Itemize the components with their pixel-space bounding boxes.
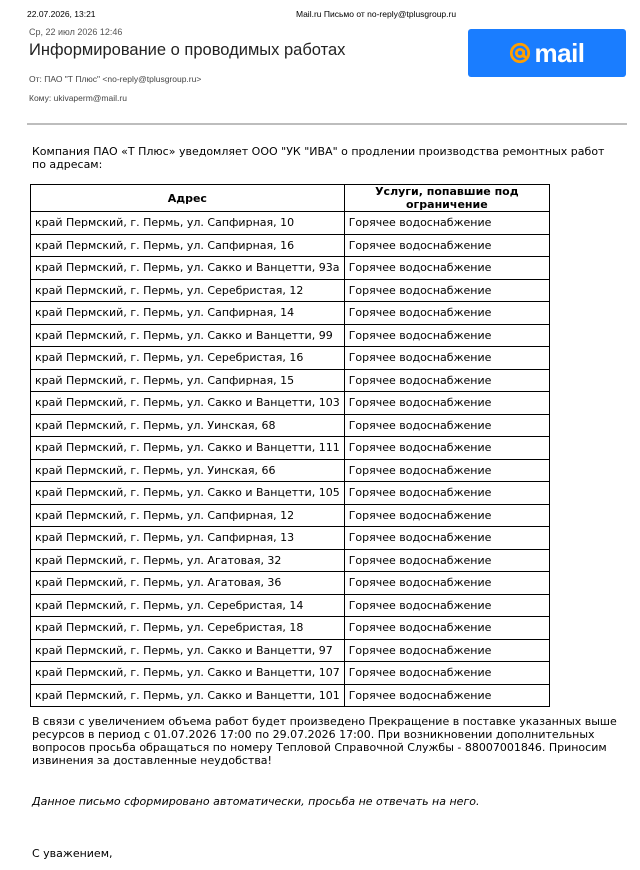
service-cell: Горячее водоснабжение (344, 279, 549, 302)
column-header-address: Адрес (31, 185, 345, 212)
address-cell: край Пермский, г. Пермь, ул. Сапфирная, 13 (31, 527, 345, 550)
regards-line: С уважением, (32, 847, 113, 860)
service-cell: Горячее водоснабжение (344, 549, 549, 572)
address-cell: край Пермский, г. Пермь, ул. Сакко и Ванцетти, 97 (31, 639, 345, 662)
print-title: Mail.ru Письмо от no-reply@tplusgroup.ru (296, 9, 457, 19)
email-from: От: ПАО "Т Плюс" <no-reply@tplusgroup.ru> (29, 74, 202, 84)
service-cell: Горячее водоснабжение (344, 257, 549, 280)
notice-paragraph: В связи с увеличением объема работ будет произведено Прекращение в поставке указанных выше ресурсов в период с 01.07.2026 17:00 по 29.07.2026 17:00. При возникновении дополнительных вопросов просьба обращаться по номеру Тепловой Справочной Службы - 88007001846. Приносим извинения за доставленные неудобства! (32, 715, 617, 767)
service-cell: Горячее водоснабжение (344, 459, 549, 482)
service-cell: Горячее водоснабжение (344, 302, 549, 325)
service-cell: Горячее водоснабжение (344, 369, 549, 392)
table-row (31, 392, 550, 415)
service-cell: Горячее водоснабжение (344, 527, 549, 550)
service-cell: Горячее водоснабжение (344, 212, 549, 235)
table-row (31, 302, 550, 325)
logo-text: mail (534, 37, 585, 68)
table-row (31, 572, 550, 595)
table-row (31, 279, 550, 302)
table-row (31, 234, 550, 257)
service-cell: Горячее водоснабжение (344, 572, 549, 595)
service-cell: Горячее водоснабжение (344, 684, 549, 707)
table-row (31, 369, 550, 392)
service-cell: Горячее водоснабжение (344, 392, 549, 415)
address-cell: край Пермский, г. Пермь, ул. Сакко и Ванцетти, 99 (31, 324, 345, 347)
address-cell: край Пермский, г. Пермь, ул. Уинская, 68 (31, 414, 345, 437)
address-cell: край Пермский, г. Пермь, ул. Агатовая, 32 (31, 549, 345, 572)
table-row (31, 684, 550, 707)
table-row (31, 617, 550, 640)
service-cell: Горячее водоснабжение (344, 437, 549, 460)
address-cell: край Пермский, г. Пермь, ул. Уинская, 66 (31, 459, 345, 482)
address-cell: край Пермский, г. Пермь, ул. Сапфирная, 10 (31, 212, 345, 235)
table-row (31, 437, 550, 460)
address-cell: край Пермский, г. Пермь, ул. Серебристая, 12 (31, 279, 345, 302)
service-cell: Горячее водоснабжение (344, 617, 549, 640)
table-row (31, 324, 550, 347)
table-header-row (31, 185, 550, 212)
table-row (31, 459, 550, 482)
service-cell: Горячее водоснабжение (344, 639, 549, 662)
address-cell: край Пермский, г. Пермь, ул. Сапфирная, 14 (31, 302, 345, 325)
table-row (31, 504, 550, 527)
service-cell: Горячее водоснабжение (344, 347, 549, 370)
table-row (31, 257, 550, 280)
service-cell: Горячее водоснабжение (344, 324, 549, 347)
address-cell: край Пермский, г. Пермь, ул. Серебристая, 14 (31, 594, 345, 617)
address-cell: край Пермский, г. Пермь, ул. Серебристая, 18 (31, 617, 345, 640)
email-date: Ср, 22 июл 2026 12:46 (29, 27, 123, 37)
address-cell: край Пермский, г. Пермь, ул. Сакко и Ванцетти, 103 (31, 392, 345, 415)
at-sign-icon (509, 42, 531, 64)
table-row (31, 594, 550, 617)
auto-generated-note: Данное письмо сформировано автоматически, просьба не отвечать на него. (32, 795, 480, 808)
header-divider (27, 123, 627, 125)
service-cell: Горячее водоснабжение (344, 504, 549, 527)
address-cell: край Пермский, г. Пермь, ул. Сапфирная, 16 (31, 234, 345, 257)
table-row (31, 527, 550, 550)
works-table (30, 184, 550, 707)
print-header (0, 9, 640, 23)
column-header-services: Услуги, попавшие под ограничение (344, 185, 549, 212)
table-row (31, 347, 550, 370)
address-cell: край Пермский, г. Пермь, ул. Серебристая, 16 (31, 347, 345, 370)
address-cell: край Пермский, г. Пермь, ул. Сакко и Ванцетти, 105 (31, 482, 345, 505)
intro-paragraph: Компания ПАО «Т Плюс» уведомляет ООО "УК "ИВА" о продлении производства ремонтных работ по адресам: (32, 145, 605, 171)
service-cell: Горячее водоснабжение (344, 234, 549, 257)
service-cell: Горячее водоснабжение (344, 482, 549, 505)
print-datetime: 22.07.2026, 13:21 (27, 9, 96, 19)
service-cell: Горячее водоснабжение (344, 414, 549, 437)
table-row (31, 414, 550, 437)
address-cell: край Пермский, г. Пермь, ул. Сакко и Ванцетти, 101 (31, 684, 345, 707)
address-cell: край Пермский, г. Пермь, ул. Сакко и Ванцетти, 107 (31, 662, 345, 685)
service-cell: Горячее водоснабжение (344, 594, 549, 617)
table-body (31, 212, 550, 707)
address-cell: край Пермский, г. Пермь, ул. Сапфирная, 12 (31, 504, 345, 527)
table-row (31, 639, 550, 662)
service-cell: Горячее водоснабжение (344, 662, 549, 685)
address-cell: край Пермский, г. Пермь, ул. Агатовая, 36 (31, 572, 345, 595)
table-row (31, 549, 550, 572)
email-subject: Информирование о проводимых работах (29, 41, 346, 59)
address-cell: край Пермский, г. Пермь, ул. Сакко и Ванцетти, 93а (31, 257, 345, 280)
address-cell: край Пермский, г. Пермь, ул. Сапфирная, 15 (31, 369, 345, 392)
table-row (31, 662, 550, 685)
email-to: Кому: ukivaperm@mail.ru (29, 93, 127, 103)
address-cell: край Пермский, г. Пермь, ул. Сакко и Ванцетти, 111 (31, 437, 345, 460)
table-row (31, 482, 550, 505)
table-row (31, 212, 550, 235)
mail-logo (468, 29, 626, 77)
